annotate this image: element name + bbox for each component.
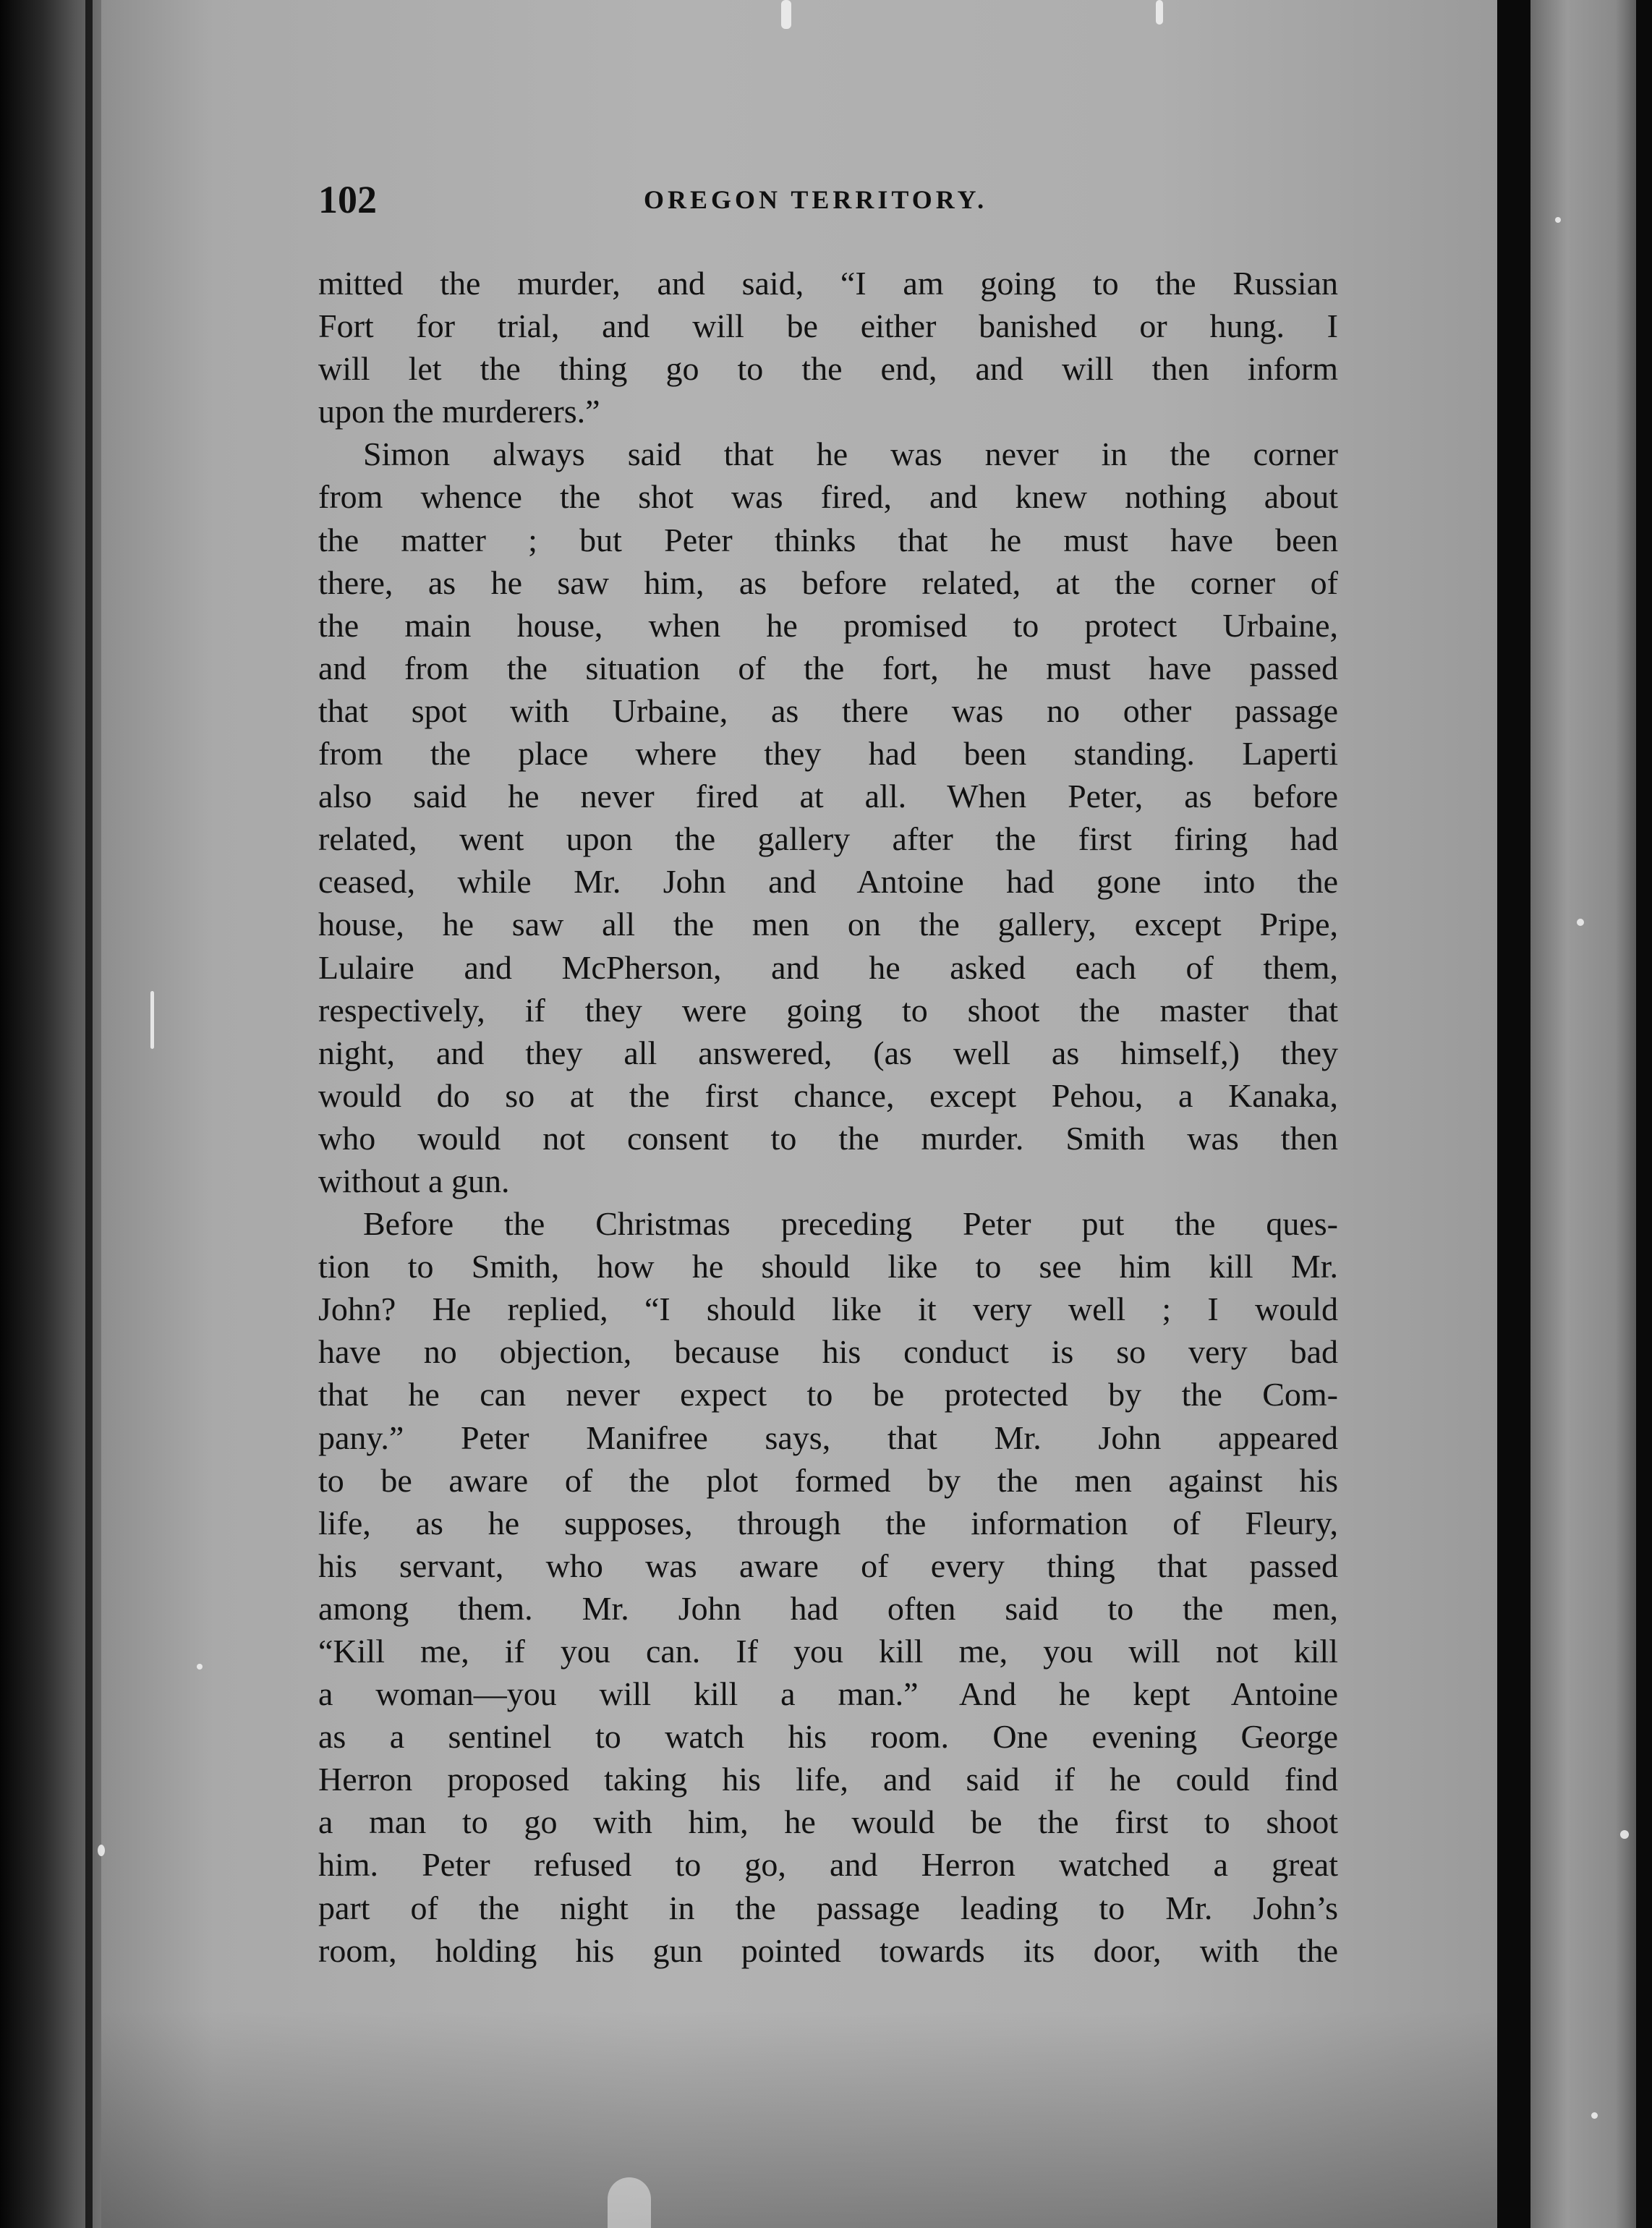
text-line: have no objection, because his conduct is so very bad [318,1333,1338,1371]
text-line: him. Peter refused to go, and Herron watched a great [318,1846,1338,1884]
text-line: ceased, while Mr. John and Antoine had gone into the [318,863,1338,901]
dust-speck [1555,217,1561,223]
text-line: the matter ; but Peter thinks that he must have been [318,521,1338,558]
gutter-dark-bar [1497,0,1530,2228]
dust-speck [1620,1830,1629,1839]
text-line: “Kill me, if you can. If you kill me, you will not kill [318,1633,1338,1670]
dust-speck [1591,2112,1598,2119]
running-head: OREGON TERRITORY. [644,185,988,214]
text-line: Simon always said that he was never in the corner [363,435,1338,473]
body-text [318,262,1338,1972]
text-line: from the place where they had been standing. Laperti [318,735,1338,773]
text-line: will let the thing go to the end, and will then inform [318,350,1338,388]
dust-speck [1577,919,1584,926]
text-line: and from the situation of the fort, he must have passed [318,649,1338,686]
text-line: that he can never expect to be protected by the Com- [318,1376,1338,1413]
text-line: life, as he supposes, through the information of Fleury, [318,1504,1338,1542]
dust-speck [1156,0,1163,25]
text-line: Before the Christmas preceding Peter put the ques- [363,1205,1338,1243]
text-line: tion to Smith, how he should like to see him kill Mr. [318,1248,1338,1285]
text-line: a woman—you will kill a man.” And he kept Antoine [318,1675,1338,1713]
text-line: a man to go with him, he would be the first to shoot [318,1803,1338,1841]
text-line: part of the night in the passage leading to Mr. John’s [318,1889,1338,1926]
text-line: Herron proposed taking his life, and said if he could find [318,1761,1338,1798]
dust-speck [197,1664,203,1670]
text-line: Lulaire and McPherson, and he asked each of them, [318,948,1338,986]
text-line: Fort for trial, and will be either banished or hung. I [318,307,1338,345]
text-line: would do so at the first chance, except Pehou, a Kanaka, [318,1076,1338,1114]
dust-speck [150,991,154,1049]
text-line: there, as he saw him, as before related, at the corner of [318,564,1338,601]
text-line: John? He replied, “I should like it very well ; I would [318,1291,1338,1328]
text-line: that spot with Urbaine, as there was no other passage [318,692,1338,729]
page-header [318,177,1360,228]
text-line: upon the murderers.” [318,393,600,430]
text-line: pany.” Peter Manifree says, that Mr. John appeared [318,1419,1338,1456]
text-line: his servant, who was aware of every thing that passed [318,1547,1338,1584]
text-line: house, he saw all the men on the gallery, except Pripe, [318,906,1338,943]
text-line: the main house, when he promised to protect Urbaine, [318,606,1338,644]
film-right-edge [1636,0,1652,2228]
film-edge-line [85,0,93,2228]
text-line: mitted the murder, and said, “I am going to the Russian [318,265,1338,302]
text-line: room, holding his gun pointed towards its door, with the [318,1931,1338,1969]
text-line: without a gun. [318,1162,510,1199]
page-number: 102 [318,178,377,221]
text-line: among them. Mr. John had often said to the men, [318,1589,1338,1627]
text-line: from whence the shot was fired, and knew nothing about [318,478,1338,516]
text-line: as a sentinel to watch his room. One evening George [318,1718,1338,1756]
text-line: to be aware of the plot formed by the men against his [318,1461,1338,1499]
text-line: who would not consent to the murder. Smith was then [318,1119,1338,1157]
text-line: also said he never fired at all. When Peter, as before [318,778,1338,815]
dust-speck [98,1845,105,1856]
dust-speck [608,2177,651,2228]
next-page-strip [1530,0,1652,2228]
text-line: night, and they all answered, (as well as himself,) they [318,1034,1338,1071]
text-line: related, went upon the gallery after the first firing had [318,820,1338,858]
page-bottom-shadow [101,2011,1504,2228]
dust-speck [781,0,791,29]
text-line: respectively, if they were going to shoot the master that [318,991,1338,1029]
